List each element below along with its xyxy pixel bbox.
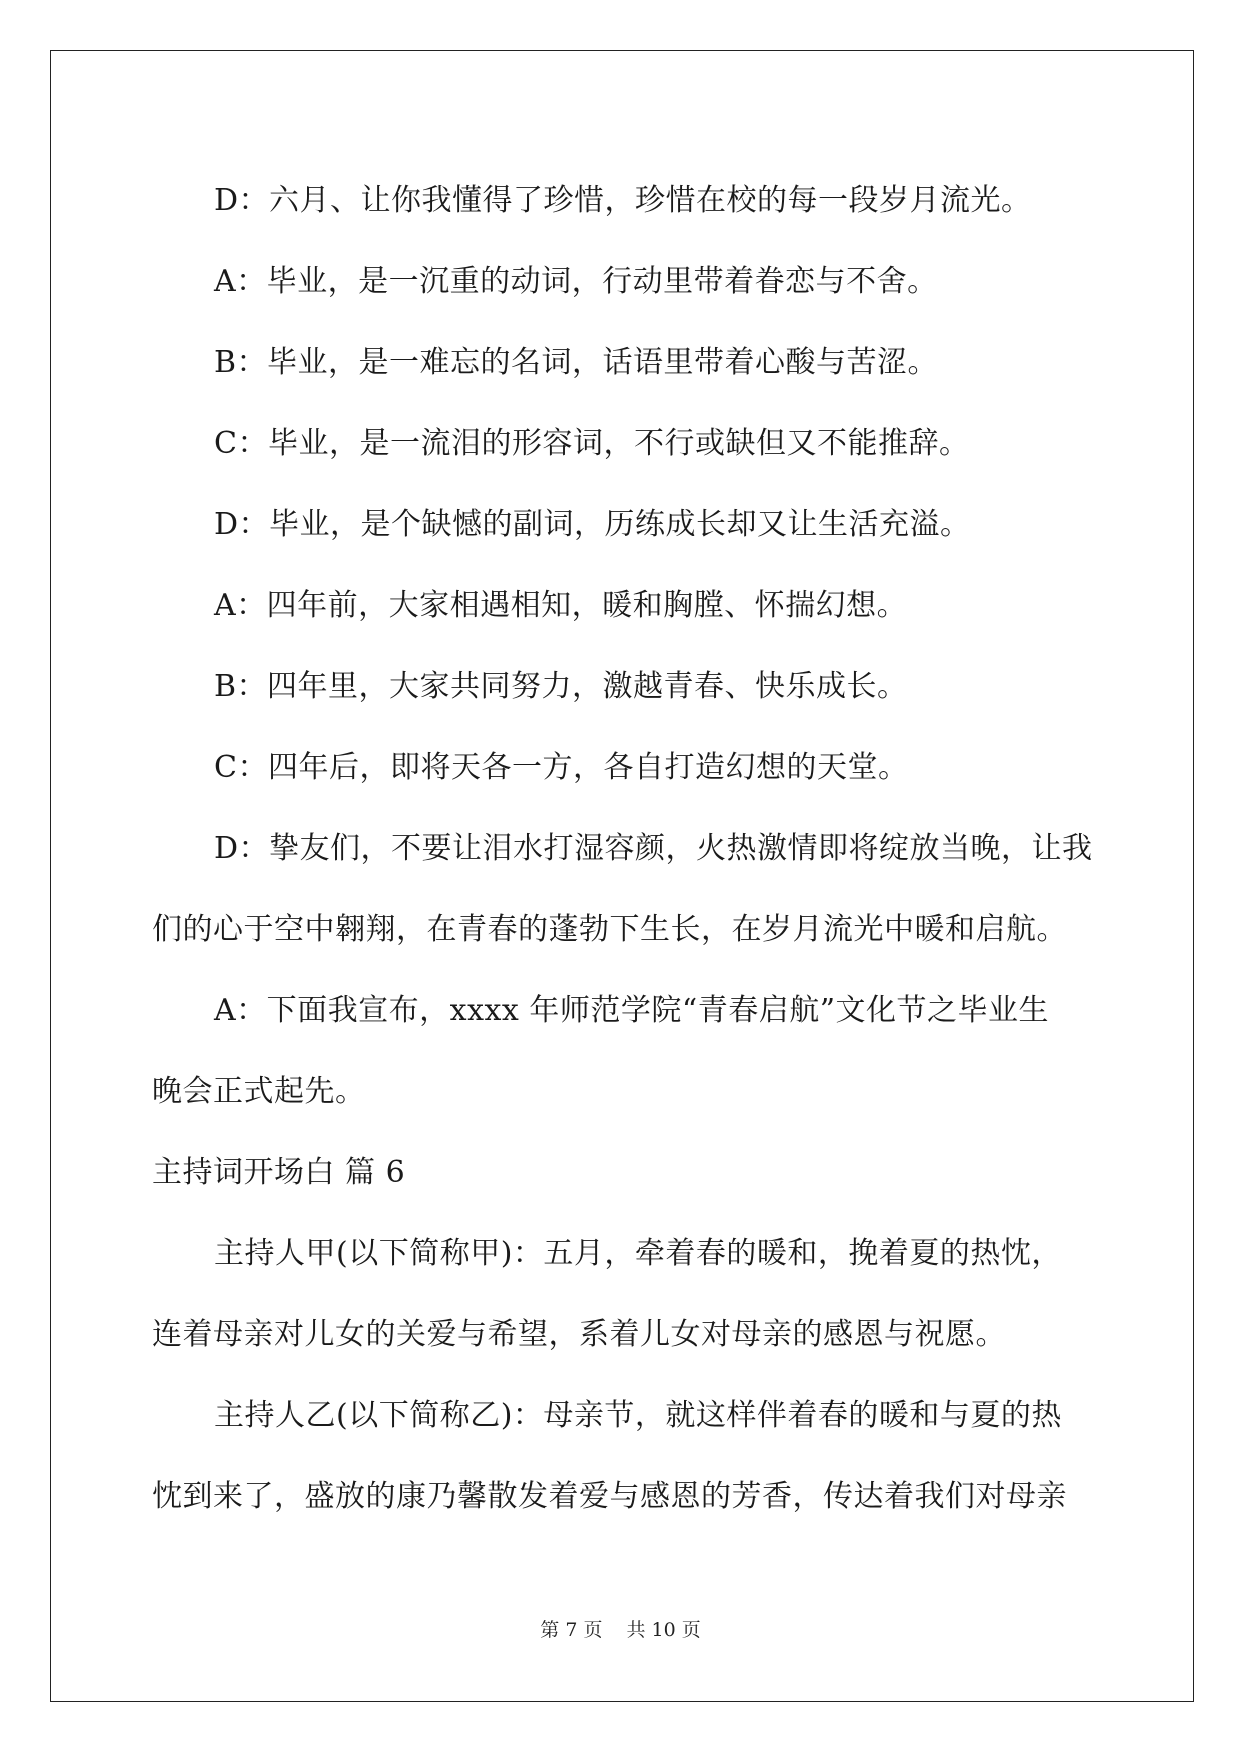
text-line: 们的心于空中翱翔，在青春的蓬勃下生长，在岁月流光中暖和启航。 [152,912,1067,947]
page-total: 共 10 页 [626,1619,701,1641]
text-line: B：毕业，是一难忘的名词，话语里带着心酸与苦涩。 [214,345,939,380]
text-line: D：毕业，是个缺憾的副词，历练成长却又让生活充溢。 [214,507,971,542]
text-line: 连着母亲对儿女的关爱与希望，系着儿女对母亲的感恩与祝愿。 [152,1317,1006,1352]
text-line: B：四年里，大家共同努力，激越青春、快乐成长。 [214,669,908,704]
text-line: A：毕业，是一沉重的动词，行动里带着眷恋与不舍。 [214,264,938,299]
text-line: 晚会正式起先。 [152,1074,366,1109]
text-line: D：六月、让你我懂得了珍惜，珍惜在校的每一段岁月流光。 [214,183,1032,218]
text-line: C：四年后，即将天各一方，各自打造幻想的天堂。 [214,750,909,785]
page-number: 第 7 页 [540,1619,603,1641]
text-line: A：四年前，大家相遇相知，暖和胸膛、怀揣幻想。 [214,588,908,623]
text-line: 主持词开场白 篇 6 [152,1155,406,1190]
page-footer [0,1615,1241,1642]
text-line: 主持人乙(以下简称乙)：母亲节，就这样伴着春的暖和与夏的热 [214,1398,1062,1433]
text-line: D：挚友们，不要让泪水打湿容颜，火热激情即将绽放当晚，让我 [214,831,1093,866]
text-line: 主持人甲(以下简称甲)：五月，牵着春的暖和，挽着夏的热忱， [214,1236,1062,1271]
text-line: C：毕业，是一流泪的形容词，不行或缺但又不能推辞。 [214,426,970,461]
text-line: 忱到来了，盛放的康乃馨散发着爱与感恩的芳香，传达着我们对母亲 [152,1479,1067,1514]
document-body [152,160,1092,1537]
text-line: A：下面我宣布，xxxx 年师范学院“青春启航”文化节之毕业生 [214,993,1050,1028]
